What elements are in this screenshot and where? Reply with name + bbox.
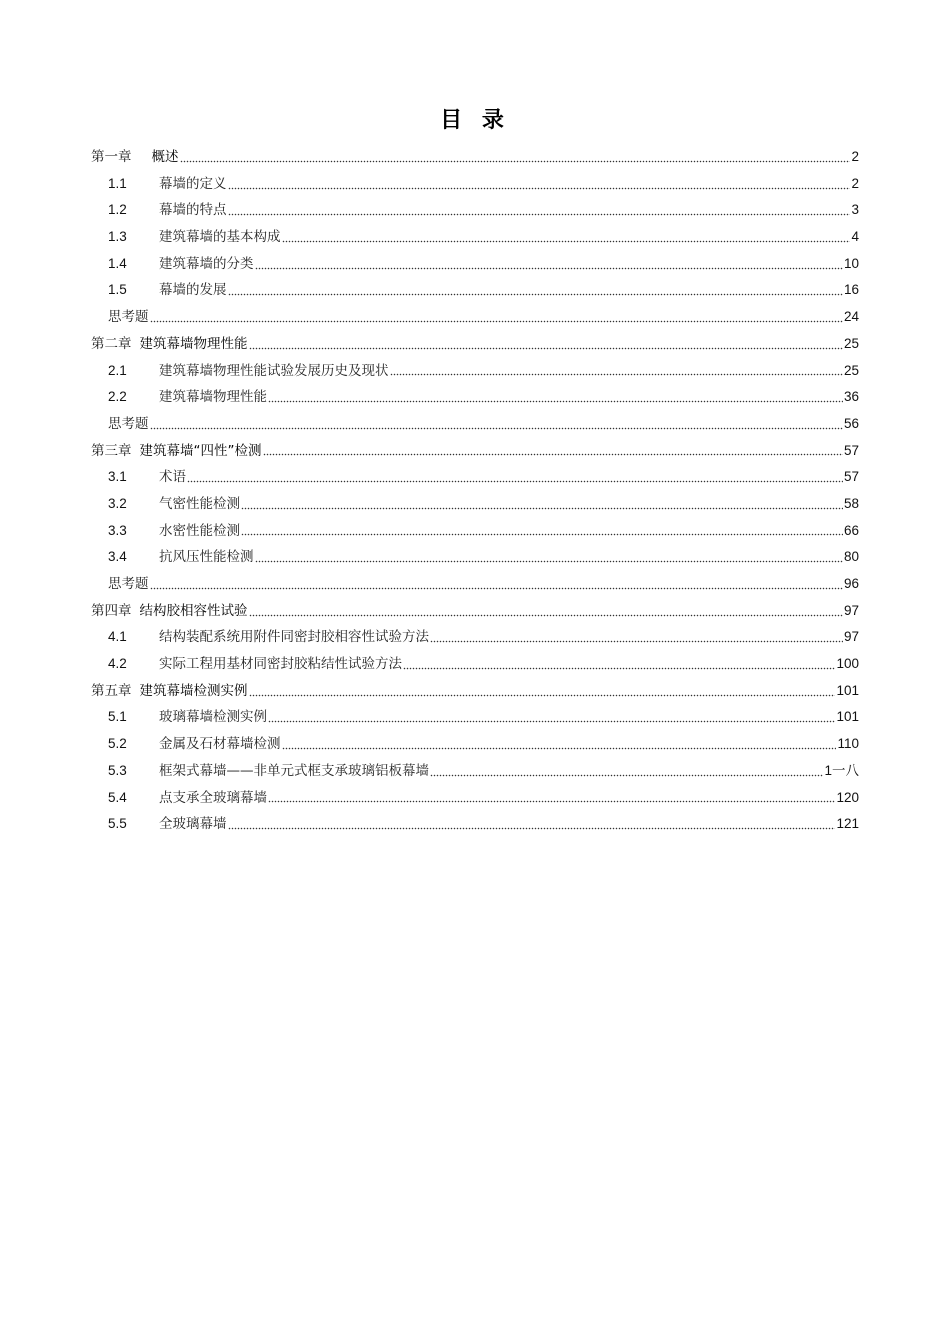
entry-title: 建筑幕墙物理性能 (139, 335, 248, 352)
page-number: 16 (843, 282, 859, 298)
section-number: 1.3 (108, 229, 127, 245)
entry-title: 建筑幕墙物理性能 (159, 389, 267, 406)
dot-leader (228, 210, 851, 220)
chapter-number: 第五章 (91, 682, 132, 699)
toc-entry-chapter[interactable] (91, 144, 859, 171)
page-number: 120 (836, 789, 859, 805)
chapter-number: 第三章 (91, 442, 132, 459)
entry-title: 幕墙的定义 (159, 175, 227, 192)
toc-entry-section[interactable] (91, 358, 859, 385)
entry-title: 思考题 (108, 309, 149, 326)
page-number: 97 (843, 602, 859, 618)
dot-leader (228, 183, 851, 193)
page-number: 56 (843, 415, 859, 431)
page-number: 1一八 (824, 762, 859, 778)
section-number: 1.4 (108, 255, 127, 271)
page-number: 25 (843, 335, 859, 351)
dot-leader (390, 370, 843, 380)
section-number: 5.3 (108, 762, 127, 778)
toc-entry-chapter[interactable] (91, 438, 859, 465)
toc-entry-chapter[interactable] (91, 331, 859, 358)
toc-entry-section[interactable] (91, 704, 859, 731)
dot-leader (268, 717, 835, 727)
page-number: 3 (851, 202, 859, 218)
page-number: 10 (843, 255, 859, 271)
page-number: 97 (843, 629, 859, 645)
section-number: 1.1 (108, 175, 127, 191)
entry-title: 建筑幕墙“四性”检测 (139, 442, 262, 459)
toc-entry-section[interactable] (91, 758, 859, 785)
dot-leader (430, 637, 843, 647)
entry-title: 结构装配系统用附件同密封胶相容性试验方法 (159, 629, 429, 646)
dot-leader (228, 824, 836, 834)
dot-leader (282, 236, 851, 246)
page-number: 121 (836, 816, 859, 832)
entry-title: 气密性能检测 (159, 495, 240, 512)
section-number: 5.2 (108, 736, 127, 752)
dot-leader (150, 583, 843, 593)
section-number: 2.1 (108, 362, 127, 378)
toc-entry-chapter[interactable] (91, 598, 859, 625)
entry-title: 思考题 (108, 415, 149, 432)
toc-entry-section[interactable] (91, 171, 859, 198)
dot-leader (403, 663, 835, 673)
section-number: 3.2 (108, 495, 127, 511)
section-number: 3.3 (108, 522, 127, 538)
section-number: 4.2 (108, 656, 127, 672)
dot-leader (255, 557, 843, 567)
entry-title: 建筑幕墙物理性能试验发展历史及现状 (159, 362, 389, 379)
toc-entry-section[interactable] (91, 384, 859, 411)
entry-title: 建筑幕墙的分类 (159, 255, 254, 272)
dot-leader (255, 263, 843, 273)
page-number: 57 (843, 442, 859, 458)
entry-title: 幕墙的发展 (159, 282, 227, 299)
toc-entry-section[interactable] (91, 624, 859, 651)
entry-title: 幕墙的特点 (159, 202, 227, 219)
section-number: 2.2 (108, 389, 127, 405)
toc-entry-section[interactable] (91, 544, 859, 571)
page-number: 36 (843, 389, 859, 405)
table-of-contents (91, 144, 859, 838)
toc-entry-review[interactable] (91, 571, 859, 598)
section-number: 5.4 (108, 789, 127, 805)
toc-entry-section[interactable] (91, 277, 859, 304)
page-number: 110 (837, 736, 859, 752)
page-number: 100 (836, 656, 859, 672)
toc-entry-section[interactable] (91, 731, 859, 758)
chapter-number: 第一章 (91, 149, 132, 165)
page-number: 2 (851, 175, 859, 191)
section-number: 3.4 (108, 549, 127, 565)
toc-entry-section[interactable] (91, 197, 859, 224)
dot-leader (268, 397, 843, 407)
page-number: 4 (851, 229, 859, 245)
entry-title: 实际工程用基材同密封胶粘结性试验方法 (159, 656, 402, 673)
dot-leader (241, 503, 843, 513)
dot-leader (249, 690, 836, 700)
page-number: 57 (843, 469, 859, 485)
section-number: 1.5 (108, 282, 127, 298)
chapter-number: 第二章 (91, 335, 132, 352)
section-number: 5.1 (108, 709, 127, 725)
page-number: 58 (843, 495, 859, 511)
dot-leader (241, 530, 843, 540)
toc-entry-section[interactable] (91, 651, 859, 678)
toc-entry-section[interactable] (91, 785, 859, 812)
dot-leader (228, 290, 843, 300)
page-number: 24 (843, 309, 859, 325)
dot-leader (268, 797, 835, 807)
toc-entry-section[interactable] (91, 224, 859, 251)
section-number: 3.1 (108, 469, 127, 485)
toc-entry-section[interactable] (91, 251, 859, 278)
toc-entry-chapter[interactable] (91, 678, 859, 705)
dot-leader (263, 450, 843, 460)
toc-title: 目 录 (440, 108, 510, 133)
page-number: 2 (851, 149, 859, 164)
dot-leader (249, 343, 843, 353)
page-number: 80 (843, 549, 859, 565)
toc-entry-section[interactable] (91, 518, 859, 545)
page-number: 101 (836, 709, 859, 725)
section-number: 4.1 (108, 629, 127, 645)
entry-title: 术语 (159, 469, 186, 486)
entry-title: 抗风压性能检测 (159, 549, 254, 566)
entry-title: 水密性能检测 (159, 522, 240, 539)
entry-title: 玻璃幕墙检测实例 (159, 709, 267, 726)
toc-entry-review[interactable] (91, 304, 859, 331)
entry-title: 结构胶相容性试验 (139, 602, 248, 619)
toc-entry-section[interactable] (91, 464, 859, 491)
section-number: 5.5 (108, 816, 127, 832)
dot-leader (187, 477, 843, 487)
page-number: 101 (836, 682, 859, 698)
dot-leader (430, 770, 823, 780)
chapter-number: 第四章 (91, 602, 132, 619)
dot-leader (249, 610, 843, 620)
entry-title: 框架式幕墙——非单元式框支承玻璃铝板幕墙 (159, 762, 429, 779)
entry-title: 建筑幕墙检测实例 (139, 682, 248, 699)
toc-entry-section[interactable] (91, 491, 859, 518)
toc-entry-review[interactable] (91, 411, 859, 438)
dot-leader (150, 423, 843, 433)
entry-title: 概述 (151, 149, 179, 165)
section-number: 1.2 (108, 202, 127, 218)
entry-title: 全玻璃幕墙 (159, 816, 227, 833)
entry-title: 点支承全玻璃幕墙 (159, 789, 267, 806)
toc-entry-section[interactable] (91, 811, 859, 838)
entry-title: 金属及石材幕墙检测 (159, 736, 281, 753)
page-number: 25 (843, 362, 859, 378)
dot-leader (150, 316, 843, 326)
entry-title: 建筑幕墙的基本构成 (159, 229, 281, 246)
entry-title: 思考题 (108, 576, 149, 592)
page-number: 96 (843, 576, 859, 591)
dot-leader (180, 156, 851, 166)
page-number: 66 (843, 522, 859, 538)
dot-leader (282, 743, 837, 753)
